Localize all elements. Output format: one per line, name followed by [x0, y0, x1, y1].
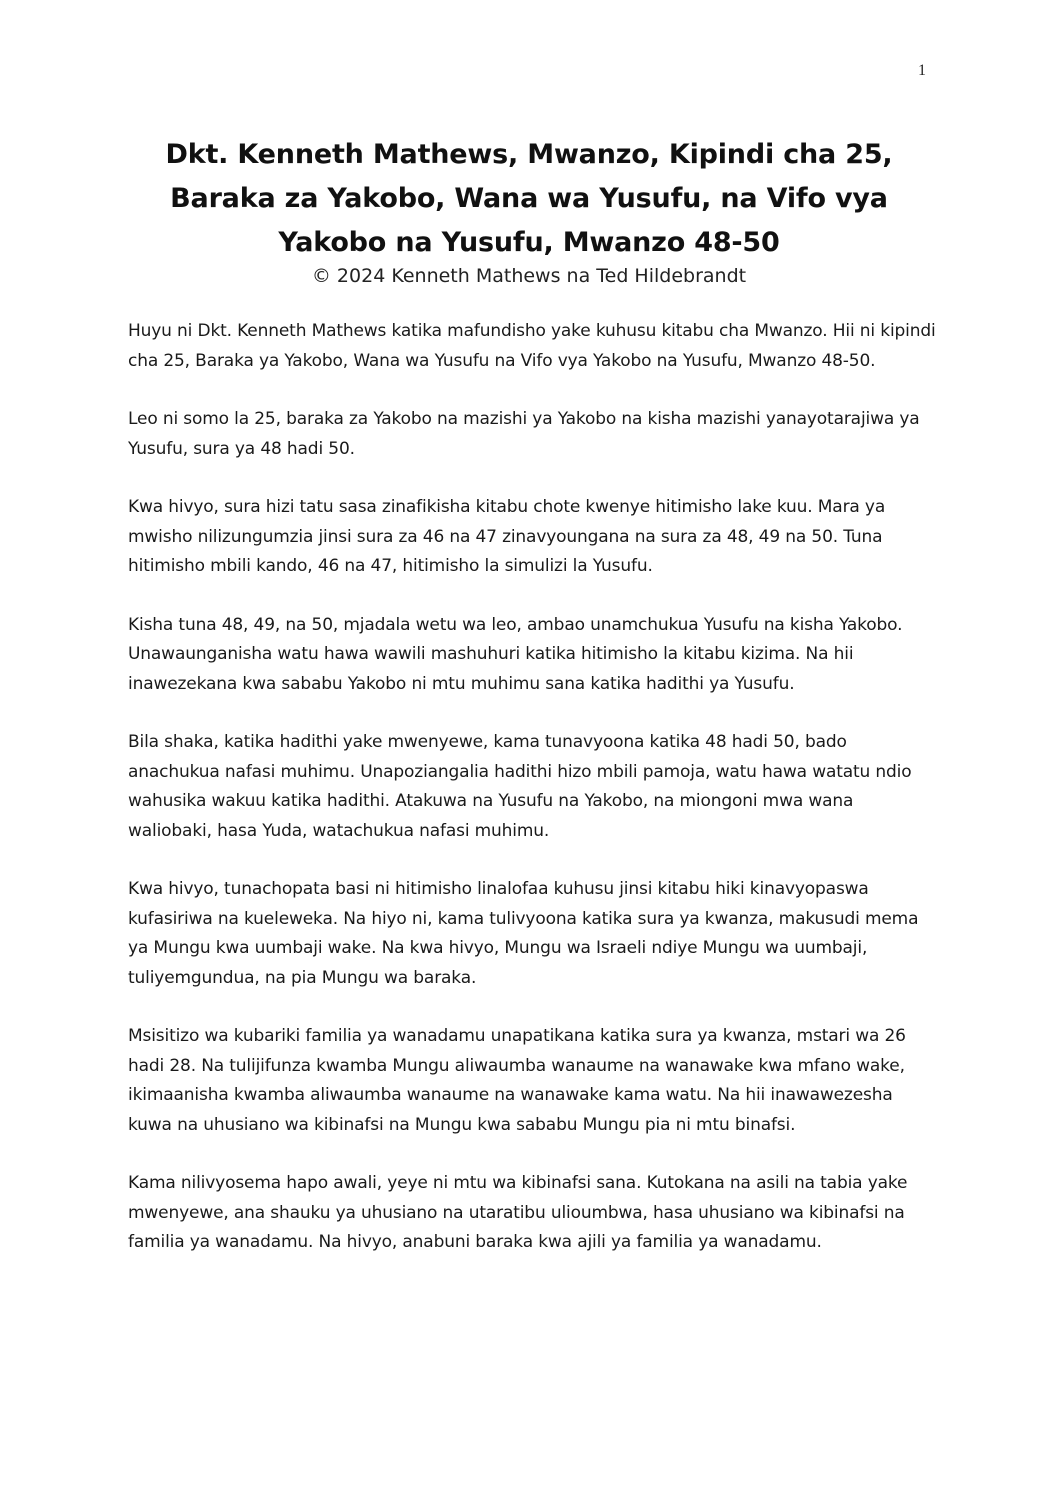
copyright-line: © 2024 Kenneth Mathews na Ted Hildebrandt [311, 265, 747, 287]
paragraph: Bila shaka, katika hadithi yake mwenyewe, kama tunavyoona katika 48 hadi 50, bado anachukua nafasi muhimu. Unapoziangalia hadithi hizo mbili pamoja, watu hawa watatu ndio wahusika wakuu katika hadithi. Atakuwa na Yusufu na Yakobo, na miongoni mwa wana waliobaki, hasa Yuda, watachukua nafasi muhimu. [128, 732, 912, 841]
document-title [100, 133, 958, 265]
title-line: Dkt. Kenneth Mathews, Mwanzo, Kipindi cha 25, [165, 139, 893, 170]
page-number: 1 [918, 62, 926, 79]
title-line: Yakobo na Yusufu, Mwanzo 48-50 [278, 227, 780, 258]
paragraph: Kisha tuna 48, 49, na 50, mjadala wetu wa leo, ambao unamchukua Yusufu na kisha Yakobo. Unawaunganisha watu hawa wawili mashuhuri katika hitimisho la kitabu kizima. Na hii inawezekana kwa sababu Yakobo ni mtu muhimu sana katika hadithi ya Yusufu. [128, 614, 903, 694]
title-line: Baraka za Yakobo, Wana wa Yusufu, na Vifo vya [170, 183, 888, 214]
paragraph: Leo ni somo la 25, baraka za Yakobo na mazishi ya Yakobo na kisha mazishi yanayotarajiwa ya Yusufu, sura ya 48 hadi 50. [128, 409, 920, 459]
paragraph: Kama nilivyosema hapo awali, yeye ni mtu wa kibinafsi sana. Kutokana na asili na tabia yake mwenyewe, ana shauku ya uhusiano na utaratibu ulioumbwa, hasa uhusiano wa kibinafsi na familia ya wanadamu. Na hivyo, anabuni baraka kwa ajili ya familia ya wanadamu. [128, 1173, 908, 1252]
paragraph: Kwa hivyo, tunachopata basi ni hitimisho linalofaa kuhusu jinsi kitabu hiki kinavyopaswa kufasiriwa na kueleweka. Na hiyo ni, kama tulivyoona katika sura ya kwanza, makusudi mema ya Mungu kwa uumbaji wake. Na kwa hivyo, Mungu wa Israeli ndiye Mungu wa uumbaji, tuliyemgundua, na pia Mungu wa baraka. [128, 879, 919, 988]
paragraph: Msisitizo wa kubariki familia ya wanadamu unapatikana katika sura ya kwanza, mstari wa 26 hadi 28. Na tulijifunza kwamba Mungu aliwaumba wanaume na wanawake kwa mfano wake, ikimaanisha kwamba aliwaumba wanaume na wanawake kama watu. Na hii inawawezesha kuwa na uhusiano wa kibinafsi na Mungu kwa sababu Mungu pia ni mtu binafsi. [128, 1026, 906, 1135]
paragraph: Kwa hivyo, sura hizi tatu sasa zinafikisha kitabu chote kwenye hitimisho lake kuu. Mara ya mwisho nilizungumzia jinsi sura za 46 na 47 zinavyoungana na sura za 48, 49 na 50. Tuna hitimisho mbili kando, 46 na 47, hitimisho la simulizi la Yusufu. [128, 497, 886, 576]
paragraph: Huyu ni Dkt. Kenneth Mathews katika mafundisho yake kuhusu kitabu cha Mwanzo. Hii ni kipindi cha 25, Baraka ya Yakobo, Wana wa Yusufu na Vifo vya Yakobo na Yusufu, Mwanzo 48-50. [128, 321, 936, 371]
document-body [128, 317, 938, 1287]
